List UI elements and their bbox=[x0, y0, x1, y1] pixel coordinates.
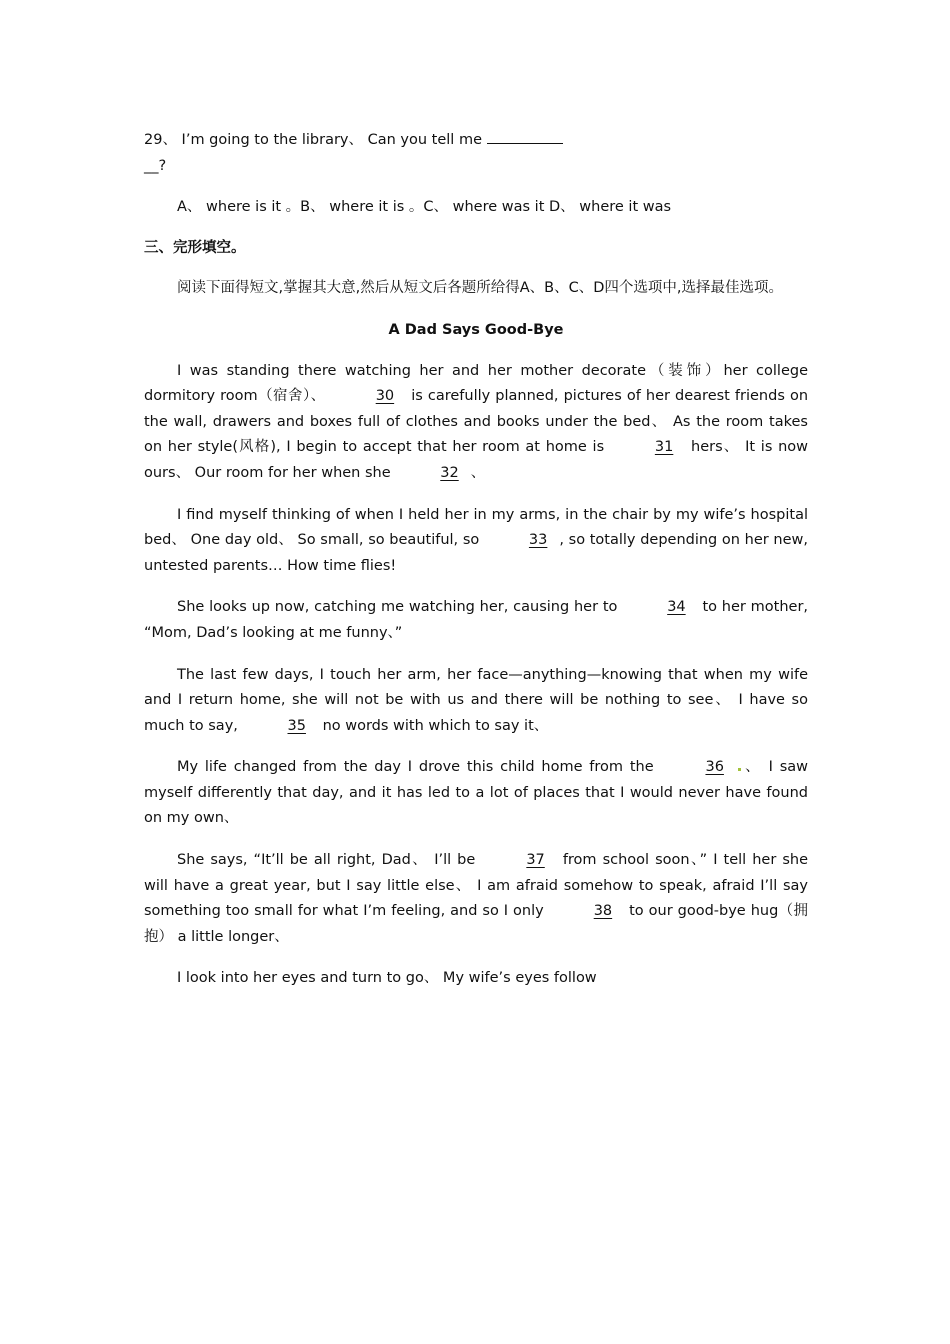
blank-30: 30 bbox=[375, 388, 395, 405]
blank-36: 36 bbox=[705, 759, 724, 776]
paragraph-text: no words with which to say it、 bbox=[322, 717, 549, 734]
passage-paragraph-7: I look into her eyes and turn to go、 My wife’s eyes follow bbox=[177, 970, 597, 987]
question-29-stem: 29、 I’m going to the library、 Can you tell me bbox=[144, 132, 482, 148]
paragraph-text: My life changed from the day I drove this child home from the bbox=[177, 759, 654, 776]
paragraph-text: I was standing there watching her and her mother decorate（装饰）her college dormitory room（宿舍）、 bbox=[144, 362, 808, 405]
section-title: 三、完形填空。 bbox=[144, 239, 246, 256]
paragraph-text: 、 bbox=[470, 464, 486, 481]
paragraph-text: from school soon、” I tell her she will have a great year, but I say little else、 I am afraid somehow to speak, afraid I’ll say something too small for what I’m feeling, and so I only bbox=[144, 852, 808, 920]
mark-dot bbox=[738, 768, 741, 771]
paragraph-text: The last few days, I touch her arm, her face—anything—knowing that when my wife and I return home, she will not be with us and there will be nothing to see、 I have so much to say, bbox=[144, 666, 808, 734]
passage-paragraph-6 bbox=[144, 848, 808, 950]
question-29-options: A、 where is it 。B、 where it is 。C、 where was it D、 where it was bbox=[177, 199, 672, 216]
blank-34: 34 bbox=[667, 599, 686, 616]
paragraph-text: hers、 It is now ours、 Our room for her when she bbox=[144, 439, 809, 481]
section-instruction: 阅读下面得短文,掌握其大意,然后从短文后各题所给得A、B、C、D四个选项中,选择最佳选项。 bbox=[177, 280, 783, 297]
paragraph-text: , so totally depending on her new, untested parents… How time flies! bbox=[144, 532, 808, 574]
passage-paragraph-5 bbox=[144, 755, 808, 832]
blank-31: 31 bbox=[654, 439, 674, 456]
paragraph-text: 、 I saw myself differently that day, and it has led to a lot of places that I would never have found on my own、 bbox=[144, 759, 809, 827]
passage-paragraph-4 bbox=[144, 663, 808, 740]
paragraph-text: She says, “It’ll be all right, Dad、 I’ll be bbox=[177, 852, 476, 869]
paragraph-text: I find myself thinking of when I held her in my arms, in the chair by my wife’s hospital bed、 One day old、 So small, so beautiful, so bbox=[144, 506, 808, 549]
paragraph-text: She looks up now, catching me watching her, causing her to bbox=[177, 599, 618, 616]
paragraph-text: is carefully planned, pictures of her dearest friends on the wall, drawers and boxes full of clothes and books under the bed、 As the room takes on her style(风格), I begin to accept that her room at home is bbox=[144, 388, 809, 456]
blank-33: 33 bbox=[528, 532, 548, 549]
document-page bbox=[144, 128, 808, 1008]
passage-paragraph-1 bbox=[144, 359, 808, 487]
passage-title: A Dad Says Good-Bye bbox=[388, 321, 564, 338]
question-29 bbox=[144, 128, 808, 179]
blank-35: 35 bbox=[287, 717, 306, 734]
answer-blank bbox=[487, 129, 563, 144]
blank-37: 37 bbox=[526, 852, 545, 869]
question-29-tail: __? bbox=[144, 157, 167, 174]
paragraph-text: to her mother, “Mom, Dad’s looking at me funny、” bbox=[144, 599, 809, 641]
paragraph-text: to our good-bye hug（拥抱） a little longer、 bbox=[144, 903, 808, 945]
passage-paragraph-3 bbox=[144, 595, 808, 646]
passage-paragraph-2 bbox=[144, 503, 808, 580]
blank-38: 38 bbox=[593, 903, 613, 920]
blank-32: 32 bbox=[440, 464, 459, 481]
